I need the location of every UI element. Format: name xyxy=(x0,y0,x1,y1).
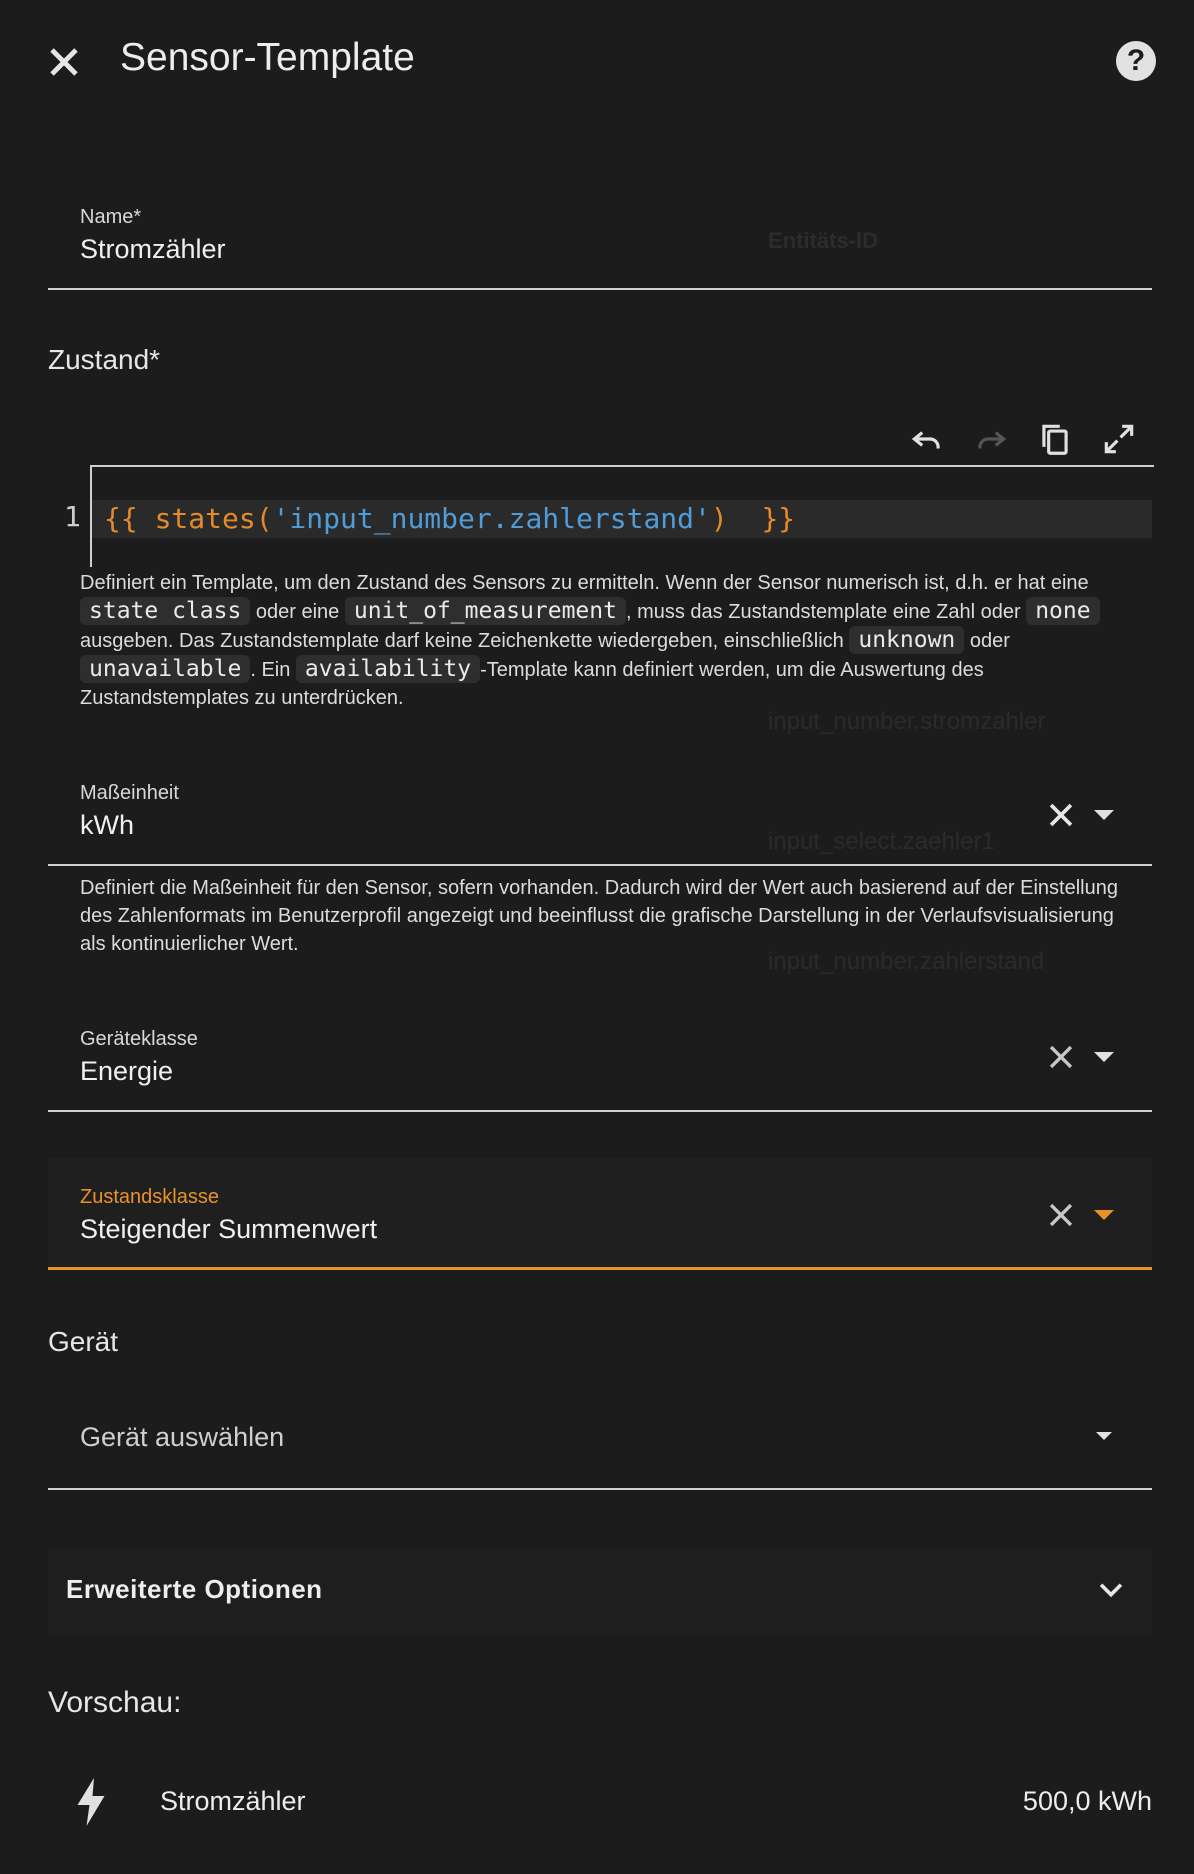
state-class-field[interactable] xyxy=(48,1158,1152,1270)
chevron-down-icon[interactable] xyxy=(1094,1572,1128,1606)
help-t5: oder xyxy=(969,630,1010,652)
code-open: {{ states( xyxy=(104,502,273,535)
unit-field-value[interactable]: kWh xyxy=(80,810,134,840)
unit-help-text: Definiert die Maßeinheit für den Sensor, sofern vorhanden. Dadurch wird der Wert auch basierend auf der Einstellung des Zahlenformats im Benutzerprofil angezeigt und beeinflusst die grafische Darstellung in der Verlaufsvisualisierung als kontinuierlicher Wert. xyxy=(80,877,1118,955)
dialog-title: Sensor-Template xyxy=(120,36,415,79)
code-string: 'input_number.zahlerstand' xyxy=(272,502,711,535)
preview-entity-name: Stromzähler xyxy=(160,1786,306,1816)
unit-field-label: Maßeinheit xyxy=(80,782,179,804)
help-code-none: none xyxy=(1026,597,1099,625)
help-t6: . Ein xyxy=(250,659,291,681)
unit-field[interactable] xyxy=(48,766,1152,866)
unit-field-underline xyxy=(48,864,1152,866)
device-underline xyxy=(48,1488,1152,1490)
dialog-header xyxy=(0,0,1194,120)
device-class-label: Geräteklasse xyxy=(80,1028,198,1050)
dropdown-arrow-icon[interactable] xyxy=(1094,810,1114,820)
help-t7: -Template kann definiert werden, um die Auswertung des Zustandstemplates zu unterdrücken. xyxy=(80,659,984,709)
help-code-unknown: unknown xyxy=(849,626,964,654)
redo-icon[interactable] xyxy=(972,420,1010,458)
copy-icon[interactable] xyxy=(1036,420,1074,458)
clear-icon[interactable] xyxy=(1044,798,1078,832)
undo-icon[interactable] xyxy=(908,420,946,458)
help-code-unit: unit_of_measurement xyxy=(345,597,626,625)
state-class-underline xyxy=(48,1267,1152,1270)
bg-entity-id-label: Entitäts-ID xyxy=(768,228,878,253)
device-class-field[interactable] xyxy=(48,1012,1152,1112)
preview-entity-row xyxy=(48,1758,1152,1848)
state-help-text xyxy=(80,569,1140,712)
code-line[interactable] xyxy=(92,500,1152,538)
device-class-value[interactable]: Energie xyxy=(80,1056,174,1086)
fullscreen-icon[interactable] xyxy=(1100,420,1138,458)
flash-icon xyxy=(72,1778,110,1826)
bg-entity-1: input_number.stromzahler xyxy=(768,708,1046,735)
line-number: 1 xyxy=(64,500,81,533)
name-field-label: Name* xyxy=(80,206,142,228)
state-label: Zustand* xyxy=(48,344,161,375)
dropdown-arrow-icon[interactable] xyxy=(1094,1210,1114,1220)
help-icon[interactable]: ? xyxy=(1116,41,1156,81)
state-class-label: Zustandsklasse xyxy=(80,1186,219,1208)
advanced-options-label: Erweiterte Optionen xyxy=(66,1574,323,1604)
help-t3: , muss das Zustandstemplate eine Zahl oder xyxy=(625,601,1021,623)
bg-entity-2: input_select.zaehler1 xyxy=(768,828,995,855)
close-icon[interactable] xyxy=(40,38,88,86)
help-code-availability: availability xyxy=(296,655,480,683)
bg-entity-3: input_number.zahlerstand xyxy=(768,948,1045,975)
name-field[interactable] xyxy=(48,190,1152,290)
device-placeholder[interactable]: Gerät auswählen xyxy=(80,1422,285,1452)
advanced-options-expander[interactable] xyxy=(48,1546,1152,1638)
name-field-underline xyxy=(48,288,1152,290)
help-code-state-class: state class xyxy=(80,597,250,625)
dropdown-arrow-icon[interactable] xyxy=(1094,1052,1114,1062)
code-close: ) }} xyxy=(710,502,796,535)
help-t4: ausgeben. Das Zustandstemplate darf keine Zeichenkette wiedergeben, einschließlich xyxy=(80,630,844,652)
state-class-value[interactable]: Steigender Summenwert xyxy=(80,1214,378,1244)
preview-label: Vorschau: xyxy=(48,1686,182,1719)
clear-icon[interactable] xyxy=(1044,1198,1078,1232)
device-label: Gerät xyxy=(48,1326,119,1357)
dropdown-arrow-icon[interactable] xyxy=(1096,1432,1112,1440)
name-field-value[interactable]: Stromzähler xyxy=(80,234,226,264)
help-t2: oder eine xyxy=(255,601,340,623)
preview-entity-value: 500,0 kWh xyxy=(1022,1786,1152,1816)
device-picker[interactable] xyxy=(48,1390,1152,1490)
help-code-unavailable: unavailable xyxy=(80,655,250,683)
device-class-underline xyxy=(48,1110,1152,1112)
clear-icon[interactable] xyxy=(1044,1040,1078,1074)
help-t1: Definiert ein Template, um den Zustand des Sensors zu ermitteln. Wenn der Sensor numerisch ist, d.h. er hat eine xyxy=(80,572,1089,594)
